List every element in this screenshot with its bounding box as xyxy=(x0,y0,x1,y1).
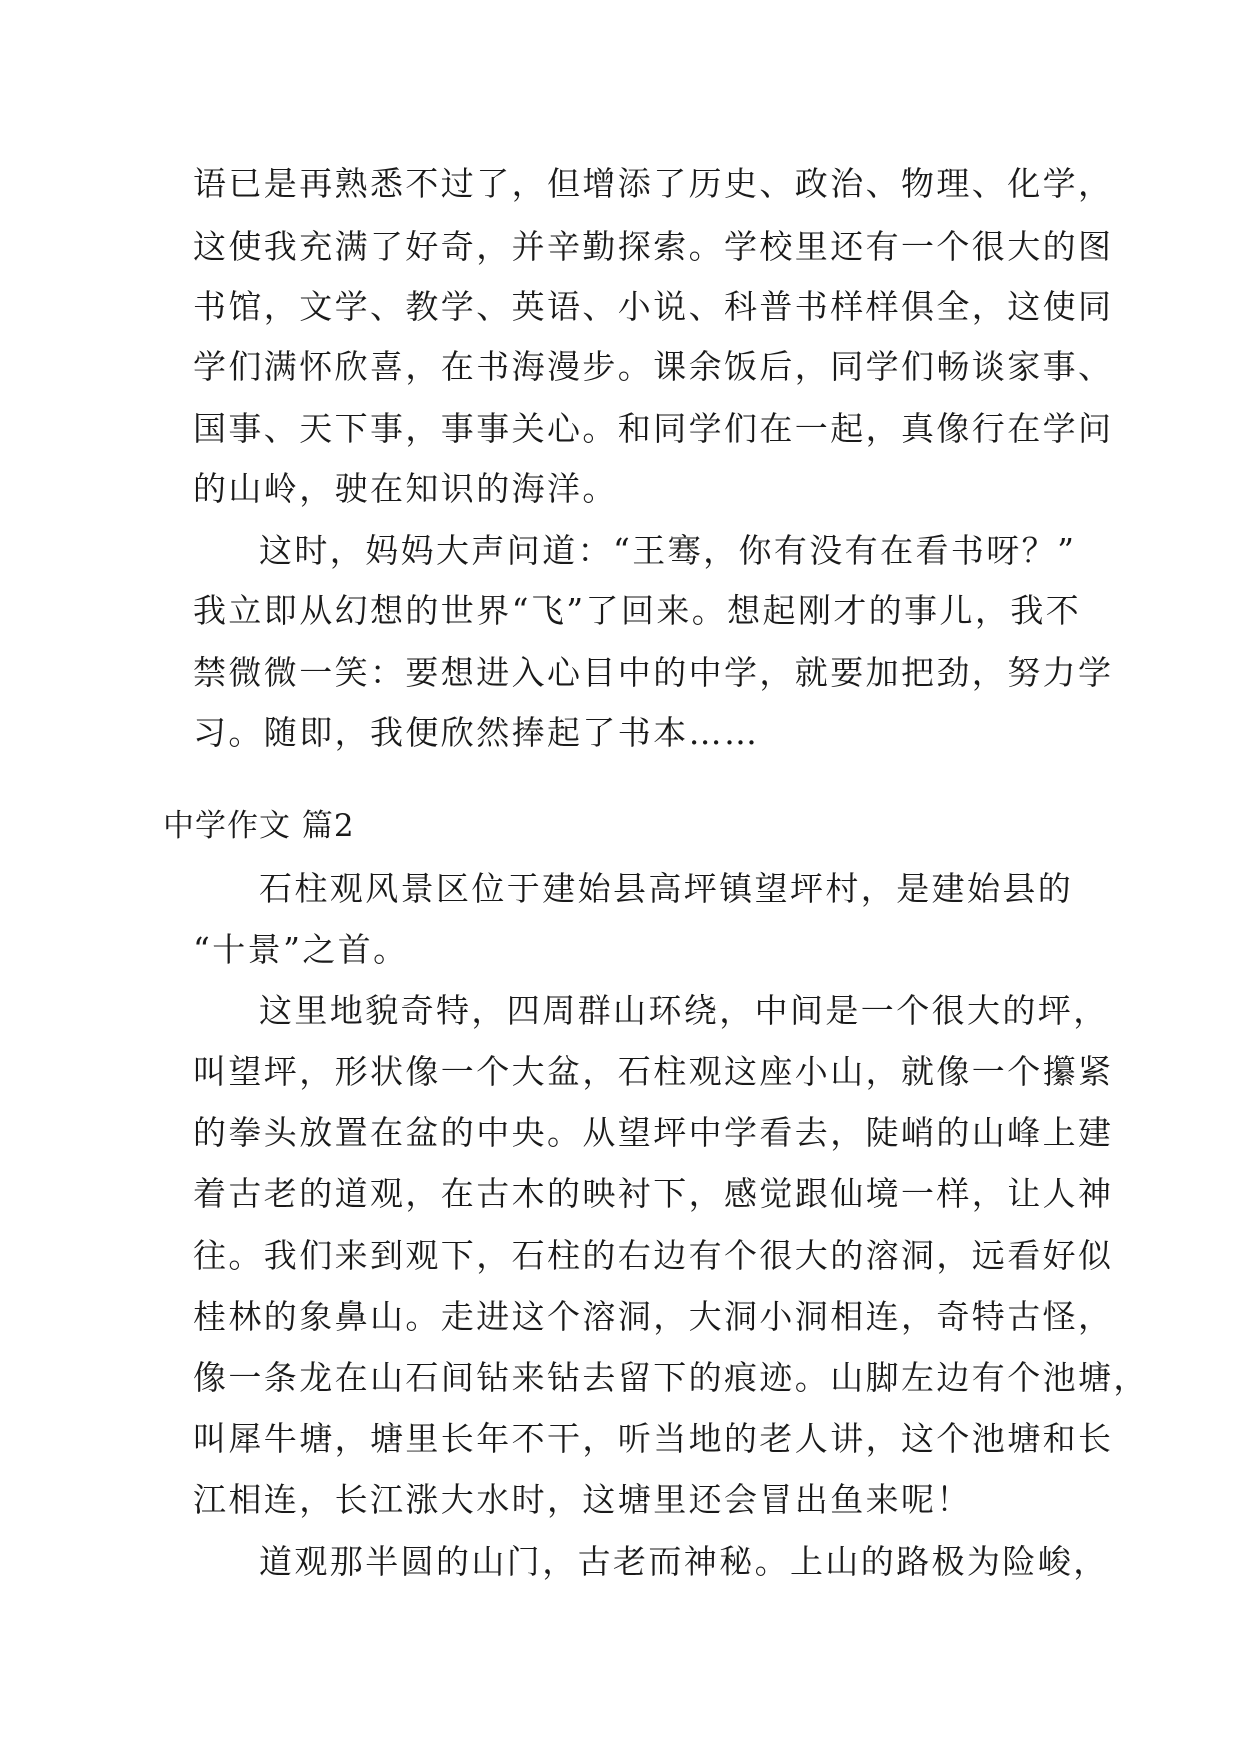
essay2-line-12: 道观那半圆的山门，古老而神秘。上山的路极为险峻， xyxy=(259,1542,1109,1581)
essay1-line-6: 的山岭，驶在知识的海洋。 xyxy=(193,469,618,508)
section-heading: 中学作文 篇2 xyxy=(163,808,355,844)
essay1-line-10: 习。随即，我便欣然捧起了书本…… xyxy=(193,713,760,752)
essay2-line-6: 着古老的道观，在古木的映衬下，感觉跟仙境一样，让人神 xyxy=(193,1174,1114,1213)
essay1-line-5: 国事、天下事，事事关心。和同学们在一起，真像行在学问 xyxy=(193,409,1114,448)
essay2-line-10: 叫犀牛塘，塘里长年不干，听当地的老人讲，这个池塘和长 xyxy=(193,1419,1114,1458)
essay2-line-1: 石柱观风景区位于建始县高坪镇望坪村，是建始县的 xyxy=(259,869,1074,908)
essay1-line-1: 语已是再熟悉不过了，但增添了历史、政治、物理、化学， xyxy=(193,164,1114,203)
essay1-line-4: 学们满怀欣喜，在书海漫步。课余饭后，同学们畅谈家事、 xyxy=(193,347,1114,386)
essay2-line-7: 往。我们来到观下，石柱的右边有个很大的溶洞，远看好似 xyxy=(193,1236,1114,1275)
essay2-line-8: 桂林的象鼻山。走进这个溶洞，大洞小洞相连，奇特古怪， xyxy=(193,1297,1114,1336)
essay2-line-2: “十景”之首。 xyxy=(193,930,409,969)
essay1-line-8: 我立即从幻想的世界“飞”了回来。想起刚才的事儿，我不 xyxy=(193,591,1082,630)
essay1-line-2: 这使我充满了好奇，并辛勤探索。学校里还有一个很大的图 xyxy=(193,227,1114,266)
essay1-line-7: 这时，妈妈大声问道：“王骞，你有没有在看书呀？” xyxy=(259,531,1077,570)
essay2-line-11: 江相连，长江涨大水时，这塘里还会冒出鱼来呢！ xyxy=(193,1480,972,1519)
essay1-line-3: 书馆，文学、教学、英语、小说、科普书样样俱全，这使同 xyxy=(193,287,1114,326)
essay2-line-9: 像一条龙在山石间钻来钻去留下的痕迹。山脚左边有个池塘， xyxy=(193,1358,1149,1397)
essay2-line-3: 这里地貌奇特，四周群山环绕，中间是一个很大的坪， xyxy=(259,991,1109,1030)
essay1-line-9: 禁微微一笑：要想进入心目中的中学，就要加把劲，努力学 xyxy=(193,653,1114,692)
essay2-line-4: 叫望坪，形状像一个大盆，石柱观这座小山，就像一个攥紧 xyxy=(193,1052,1114,1091)
essay2-line-5: 的拳头放置在盆的中央。从望坪中学看去，陡峭的山峰上建 xyxy=(193,1113,1114,1152)
